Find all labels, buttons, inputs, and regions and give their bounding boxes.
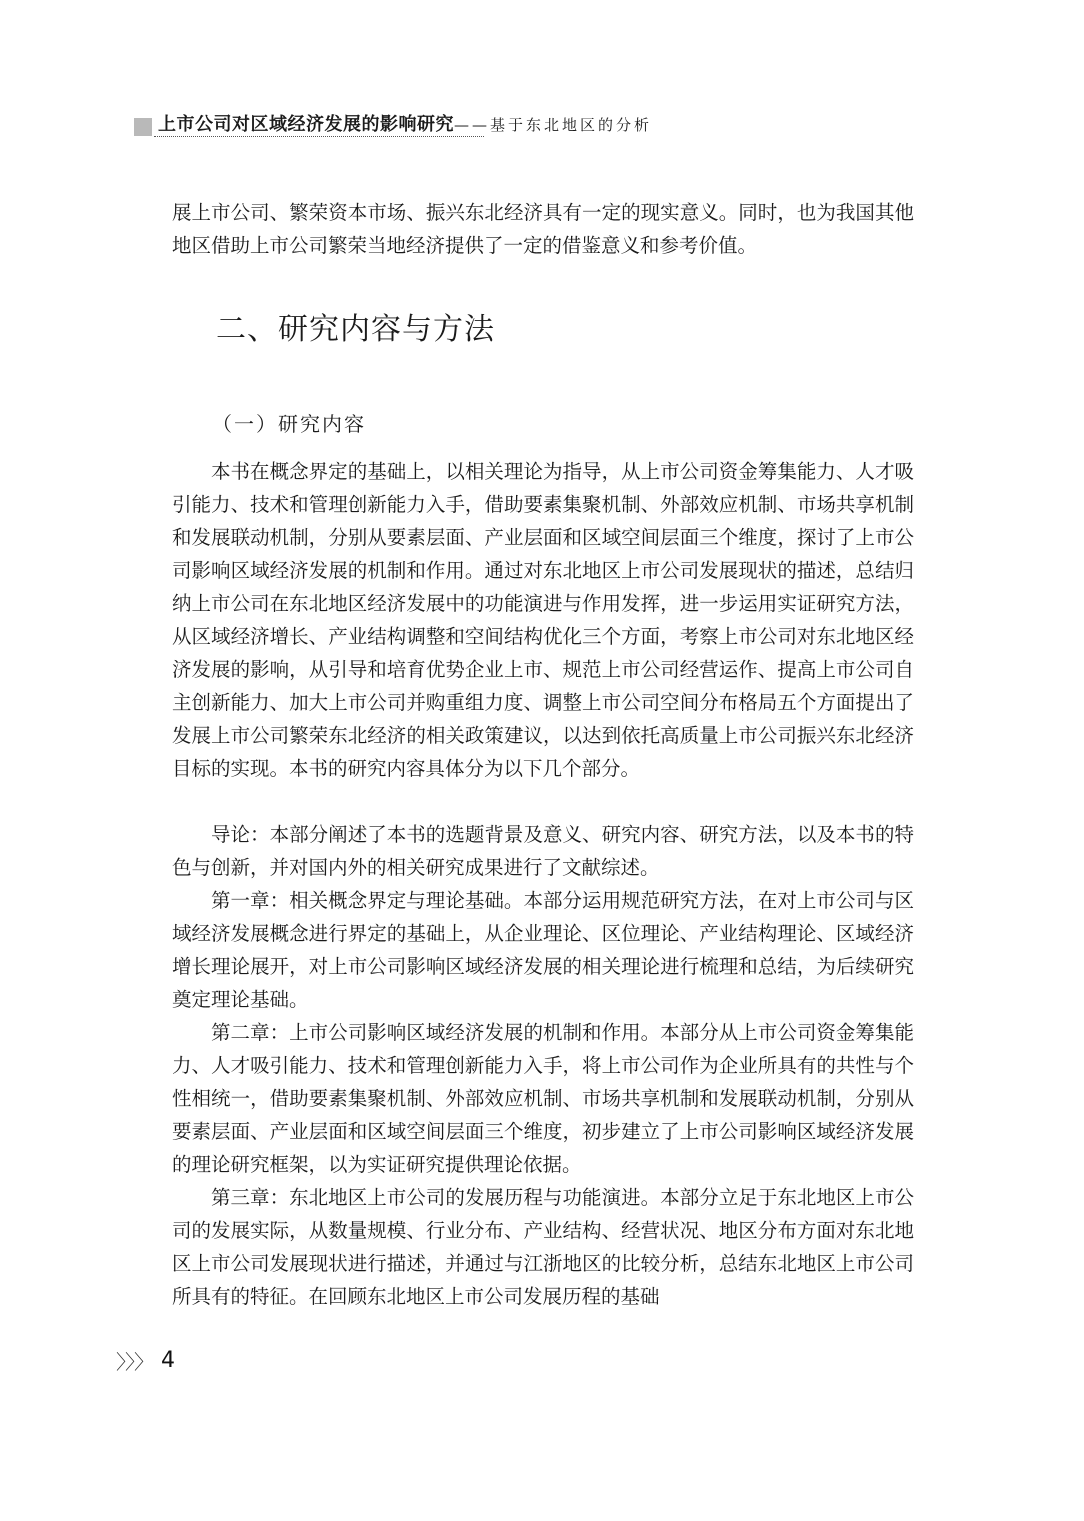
paragraph-chapter-1: 第一章：相关概念界定与理论基础。本部分运用规范研究方法，在对上市公司与区域经济发展概念进行界定的基础上，从企业理论、区位理论、产业结构理论、区域经济增长理论展开，对上市公司影响区域经济发展的相关理论进行梳理和总结，为后续研究奠定理论基础。 — [172, 889, 914, 1011]
header-title-subtitle: ——基于东北地区的分析 — [454, 116, 653, 134]
intro-paragraph: 展上市公司、繁荣资本市场、振兴东北经济具有一定的现实意义。同时，也为我国其他地区借助上市公司繁荣当地经济提供了一定的借鉴意义和参考价值。 — [172, 201, 914, 257]
paragraph-overview: 本书在概念界定的基础上，以相关理论为指导，从上市公司资金筹集能力、人才吸引能力、技术和管理创新能力入手，借助要素集聚机制、外部效应机制、市场共享机制和发展联动机制，分别从要素层面、产业层面和区域空间层面三个维度，探讨了上市公司影响区域经济发展的机制和作用。通过对东北地区上市公司发展现状的描述，总结归纳上市公司在东北地区经济发展中的功能演进与作用发挥，进一步运用实证研究方法，从区域经济增长、产业结构调整和空间结构优化三个方面，考察上市公司对东北地区经济发展的影响，从引导和培育优势企业上市、规范上市公司经营运作、提高上市公司自主创新能力、加大上市公司并购重组力度、调整上市公司空间分布格局五个方面提出了发展上市公司繁荣东北经济的相关政策建议，以达到依托高质量上市公司振兴东北经济目标的实现。本书的研究内容具体分为以下几个部分。 — [172, 460, 914, 780]
page-number: 4 — [161, 1348, 175, 1373]
header-gray-block — [134, 118, 152, 136]
paragraph-introduction: 导论：本部分阐述了本书的选题背景及意义、研究内容、研究方法，以及本书的特色与创新，并对国内外的相关研究成果进行了文献综述。 — [172, 823, 914, 879]
running-header — [134, 106, 653, 146]
chevron-right-icon: 〉〉〉 — [116, 1350, 153, 1374]
header-title-main: 上市公司对区域经济发展的影响研究 — [158, 114, 454, 135]
page-footer — [116, 1346, 175, 1375]
header-book-title — [158, 110, 652, 136]
paragraph-chapter-3: 第三章：东北地区上市公司的发展历程与功能演进。本部分立足于东北地区上市公司的发展实际，从数量规模、行业分布、产业结构、经营状况、地区分布方面对东北地区上市公司发展现状进行描述，并通过与江浙地区的比较分析，总结东北地区上市公司所具有的特征。在回顾东北地区上市公司发展历程的基础 — [172, 1186, 914, 1308]
subsection-heading: （一）研究内容 — [212, 412, 366, 436]
section-heading: 二、研究内容与方法 — [216, 312, 495, 347]
paragraph-chapter-2: 第二章：上市公司影响区域经济发展的机制和作用。本部分从上市公司资金筹集能力、人才吸引能力、技术和管理创新能力入手，将上市公司作为企业所具有的共性与个性相统一，借助要素集聚机制、外部效应机制、市场共享机制和发展联动机制，分别从要素层面、产业层面和区域空间层面三个维度，初步建立了上市公司影响区域经济发展的理论研究框架，以为实证研究提供理论依据。 — [172, 1021, 914, 1176]
header-dotted-rule — [154, 136, 484, 137]
